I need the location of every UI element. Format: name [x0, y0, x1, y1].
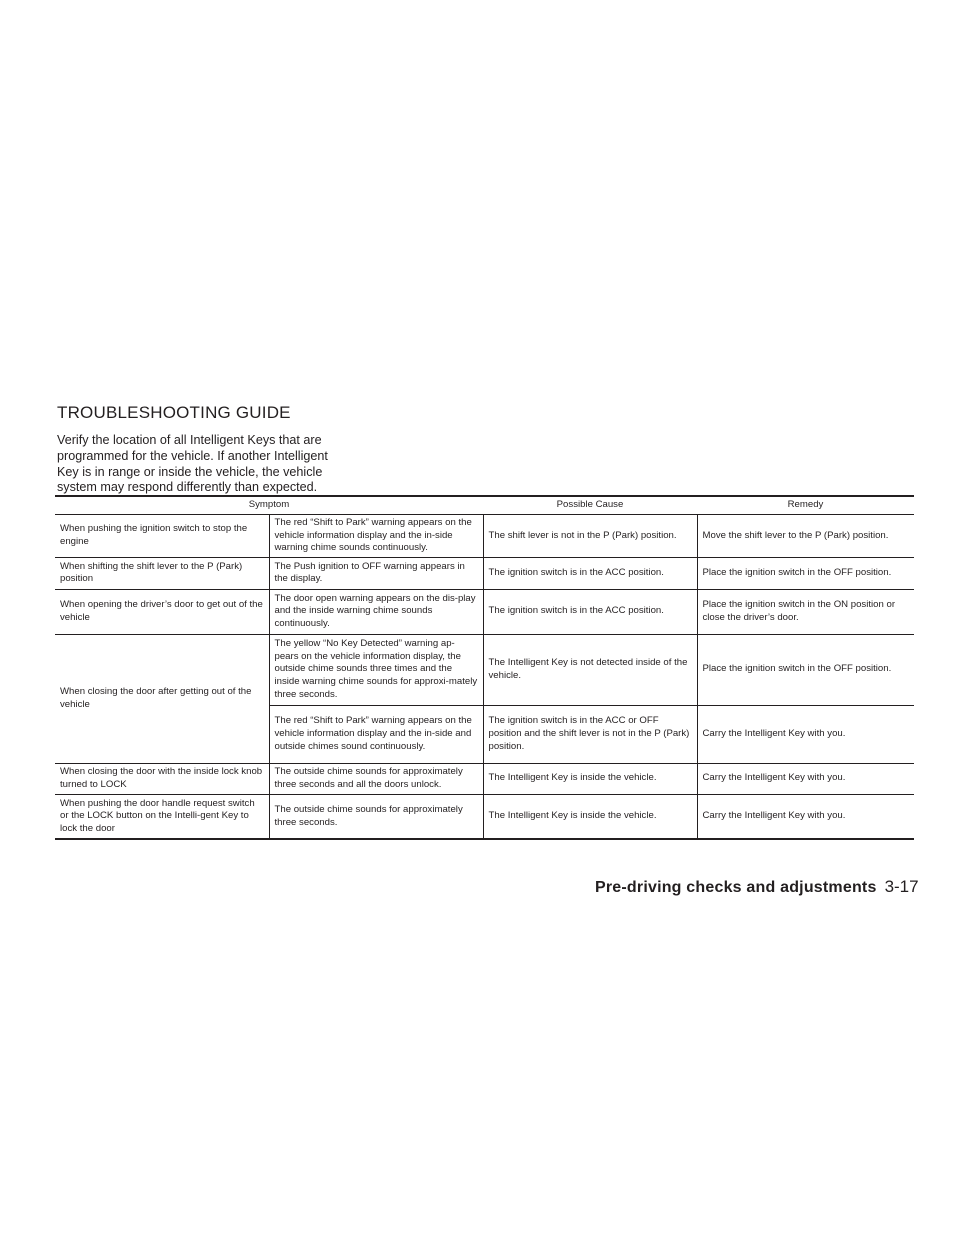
header-symptom: Symptom — [55, 496, 483, 515]
remedy-cell: Carry the Intelligent Key with you. — [697, 763, 914, 794]
cause-cell: The Intelligent Key is inside the vehicle. — [483, 763, 697, 794]
symptom-cell: When opening the driver’s door to get out of the vehicle — [55, 589, 269, 634]
symptom-cell: When closing the door with the inside lock knob turned to LOCK — [55, 763, 269, 794]
condition-cell: The red “Shift to Park” warning appears on the vehicle information display and the in-side warning chime sounds continuously. — [269, 515, 483, 558]
symptom-cell: When pushing the ignition switch to stop the engine — [55, 515, 269, 558]
table-row — [55, 515, 914, 558]
table-row — [55, 557, 914, 589]
section-heading: TROUBLESHOOTING GUIDE — [57, 403, 291, 422]
header-possible-cause: Possible Cause — [483, 496, 697, 515]
troubleshooting-table — [55, 495, 914, 840]
page-number: 3-17 — [884, 877, 919, 896]
table-row — [55, 763, 914, 794]
footer-section-title: Pre-driving checks and adjustments — [595, 879, 877, 896]
cause-cell: The ignition switch is in the ACC position. — [483, 557, 697, 589]
table-row — [55, 589, 914, 634]
symptom-cell: When pushing the door handle request switch or the LOCK button on the Intelli-gent Key to lock the door — [55, 794, 269, 839]
symptom-cell: When shifting the shift lever to the P (Park) position — [55, 557, 269, 589]
condition-cell: The yellow “No Key Detected” warning ap-pears on the vehicle information display, the outside chime sounds three times and the inside warning chime sounds for approxi-mately three seconds. — [269, 634, 483, 705]
cause-cell: The Intelligent Key is not detected inside of the vehicle. — [483, 634, 697, 705]
table-row — [55, 794, 914, 839]
remedy-cell: Place the ignition switch in the OFF position. — [697, 557, 914, 589]
remedy-cell: Carry the Intelligent Key with you. — [697, 794, 914, 839]
condition-cell: The outside chime sounds for approximately three seconds and all the doors unlock. — [269, 763, 483, 794]
cause-cell: The shift lever is not in the P (Park) position. — [483, 515, 697, 558]
condition-cell: The outside chime sounds for approximately three seconds. — [269, 794, 483, 839]
condition-cell: The red “Shift to Park” warning appears on the vehicle information display and the in-side and outside chimes sound continuously. — [269, 705, 483, 763]
cause-cell: The ignition switch is in the ACC position. — [483, 589, 697, 634]
condition-cell: The door open warning appears on the dis-play and the inside warning chime sounds continuously. — [269, 589, 483, 634]
remedy-cell: Place the ignition switch in the ON position or close the driver’s door. — [697, 589, 914, 634]
remedy-cell: Move the shift lever to the P (Park) position. — [697, 515, 914, 558]
remedy-cell: Carry the Intelligent Key with you. — [697, 705, 914, 763]
table-header-row — [55, 496, 914, 515]
intro-paragraph: Verify the location of all Intelligent Keys that are programmed for the vehicle. If another Intelligent Key is in range or inside the vehicle, the vehicle system may respond differently than expected. — [57, 433, 328, 495]
page-footer — [595, 877, 919, 897]
remedy-cell: Place the ignition switch in the OFF position. — [697, 634, 914, 705]
cause-cell: The Intelligent Key is inside the vehicle. — [483, 794, 697, 839]
symptom-cell: When closing the door after getting out of the vehicle — [55, 634, 269, 763]
table-row — [55, 634, 914, 705]
cause-cell: The ignition switch is in the ACC or OFF position and the shift lever is not in the P (Park) position. — [483, 705, 697, 763]
condition-cell: The Push ignition to OFF warning appears in the display. — [269, 557, 483, 589]
header-remedy: Remedy — [697, 496, 914, 515]
